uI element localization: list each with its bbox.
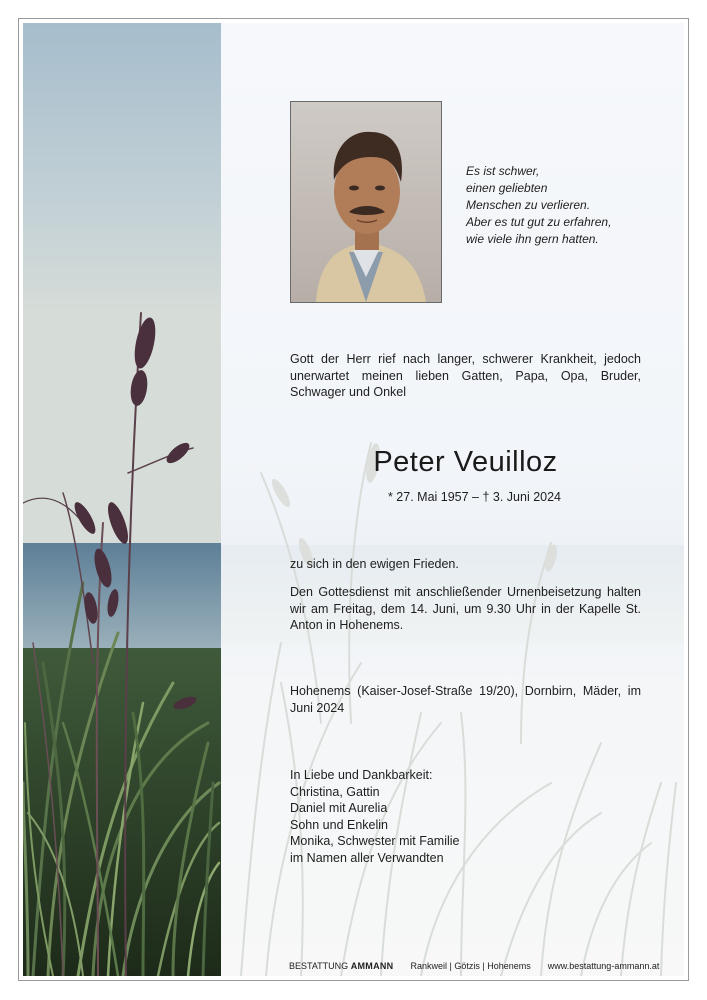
grass-photo-strip bbox=[23, 23, 221, 976]
mourner-line: Monika, Schwester mit Familie bbox=[290, 834, 460, 848]
mourner-line: In Liebe und Dankbarkeit: bbox=[290, 768, 433, 782]
brand-website: www.bestattung-ammann.at bbox=[547, 961, 660, 971]
quote-line: Menschen zu verlieren. bbox=[466, 198, 591, 212]
funeral-home-footer bbox=[289, 961, 659, 971]
intro-text: Gott der Herr rief nach langer, schwerer Krankheit, jedoch unerwartet meinen lieben Gatten, Papa, Opa, Bruder, Schwager und Onkel bbox=[290, 352, 641, 399]
quote-line: Aber es tut gut zu erfahren, bbox=[466, 215, 612, 229]
mourner-line: Christina, Gattin bbox=[290, 784, 380, 799]
mourners-list bbox=[290, 767, 460, 866]
portrait-photo bbox=[290, 101, 442, 303]
mourner-line: Daniel mit Aurelia bbox=[290, 801, 388, 815]
life-dates: * 27. Mai 1957 – † 3. Juni 2024 bbox=[387, 490, 562, 504]
quote-line: einen geliebten bbox=[466, 181, 548, 195]
peace-text: zu sich in den ewigen Frieden. bbox=[290, 557, 459, 571]
brand-locations: Rankweil | Götzis | Hohenems bbox=[410, 961, 531, 971]
memorial-quote bbox=[466, 163, 611, 248]
mourner-line: im Namen aller Verwandten bbox=[290, 850, 444, 865]
quote-line: wie viele ihn gern hatten. bbox=[466, 232, 599, 246]
brand-name: AMMANN bbox=[350, 961, 394, 971]
place-and-date: Hohenems (Kaiser-Josef-Straße 19/20), Dornbirn, Mäder, im Juni 2024 bbox=[290, 684, 641, 715]
quote-line: Es ist schwer, bbox=[466, 164, 540, 178]
deceased-name: Peter Veuilloz bbox=[373, 446, 558, 478]
service-details: Den Gottesdienst mit anschließender Urnenbeisetzung halten wir am Freitag, dem 14. Juni, um 9.30 Uhr in der Kapelle St. Anton in Hohenems. bbox=[290, 585, 641, 632]
mourner-line: Sohn und Enkelin bbox=[290, 817, 388, 832]
brand-prefix: BESTATTUNG bbox=[289, 961, 349, 971]
